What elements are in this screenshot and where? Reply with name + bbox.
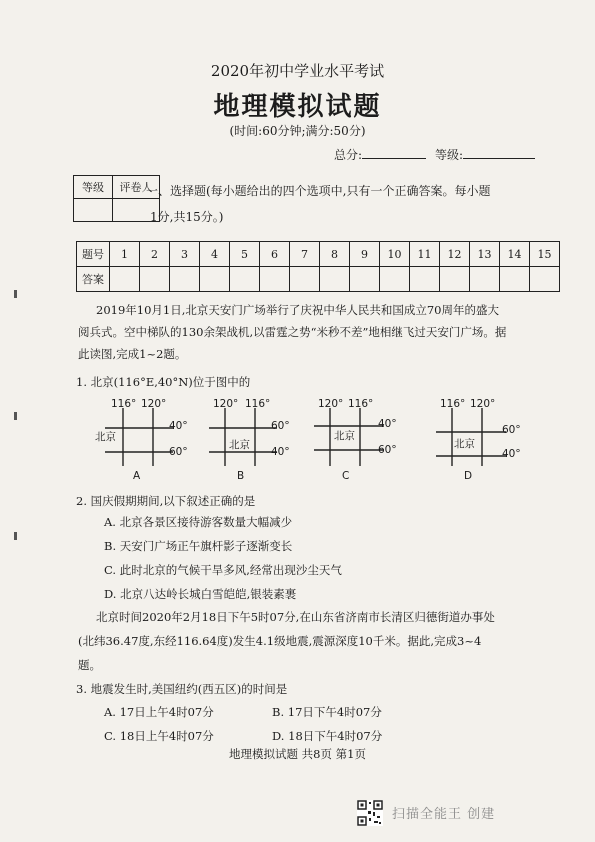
question-3-option-b[interactable]: B. 17日下午4时07分	[272, 705, 382, 719]
diagram-d-letter: D	[464, 470, 473, 482]
diagram-b-lon-right: 116°	[245, 398, 271, 410]
passage-1-line: 此读图,完成1~2题。	[78, 347, 187, 361]
diagram-a-lon-left: 116°	[111, 398, 137, 410]
passage-2-line: 题。	[78, 658, 101, 672]
binding-mark	[14, 290, 17, 298]
answer-grid-number: 7	[290, 242, 320, 267]
answer-grid-number: 3	[170, 242, 200, 267]
answer-cell[interactable]	[230, 267, 260, 292]
grade-blank[interactable]	[463, 146, 535, 159]
section-heading	[146, 178, 491, 230]
answer-cell[interactable]	[500, 267, 530, 292]
page-footer: 地理模拟试题 共8页 第1页	[229, 747, 366, 761]
diagram-a-letter: A	[133, 470, 141, 482]
diagram-d-lon-left: 116°	[440, 398, 466, 410]
answer-cell[interactable]	[320, 267, 350, 292]
question-2-option-a[interactable]: A. 北京各景区接待游客数量大幅减少	[104, 515, 293, 529]
diagram-b-city: 北京	[229, 439, 250, 451]
diagram-a-lat-bottom: 60°	[169, 446, 188, 458]
answer-grid-number: 6	[260, 242, 290, 267]
answer-cell[interactable]	[470, 267, 500, 292]
answer-grid-number: 11	[410, 242, 440, 267]
diagram-d-lon-right: 120°	[470, 398, 496, 410]
diagram-d-lat-bottom: 40°	[502, 448, 521, 460]
section-heading-line: 一、选择题(每小题给出的四个选项中,只有一个正确答案。每小题	[146, 184, 491, 198]
exam-title: 2020年初中学业水平考试	[210, 62, 385, 80]
answer-cell[interactable]	[380, 267, 410, 292]
answer-grid-number: 2	[140, 242, 170, 267]
grader-table-grade-header: 等级	[74, 176, 113, 199]
diagram-a-city: 北京	[95, 431, 116, 443]
diagram-b-lat-top: 60°	[271, 420, 290, 432]
answer-grid-number: 1	[110, 242, 140, 267]
watermark-text: 扫描全能王 创建	[392, 807, 496, 822]
diagram-a-lat-top: 40°	[169, 420, 188, 432]
diagram-c-city: 北京	[334, 430, 355, 442]
total-score-blank[interactable]	[362, 146, 426, 159]
answer-cell[interactable]	[350, 267, 380, 292]
diagram-c-lat-bottom: 60°	[378, 444, 397, 456]
diagram-b-letter: B	[237, 470, 245, 482]
passage-2-line: 北京时间2020年2月18日下午5时07分,在山东省济南市长清区归德街道办事处	[96, 610, 495, 624]
diagram-c-lon-left: 120°	[318, 398, 344, 410]
diagram-c-lat-top: 40°	[378, 418, 397, 430]
question-3-option-a[interactable]: A. 17日上午4时07分	[104, 705, 214, 719]
subject-title: 地理模拟试题	[213, 92, 382, 122]
grade-field[interactable]	[435, 146, 535, 163]
diagram-c[interactable]	[308, 396, 418, 486]
diagram-c-letter: C	[342, 470, 350, 482]
diagram-c-lon-right: 116°	[348, 398, 374, 410]
passage-2-line: (北纬36.47度,东经116.64度)发生4.1级地震,震源深度10千米。据此,完成3~4	[78, 634, 482, 648]
qr-code-icon	[357, 800, 383, 826]
diagram-b-lon-left: 120°	[213, 398, 239, 410]
diagram-a-lon-right: 120°	[141, 398, 167, 410]
answer-grid-number: 5	[230, 242, 260, 267]
grader-table-grader-header: 评卷人	[113, 176, 160, 199]
answer-cell[interactable]	[440, 267, 470, 292]
question-3-stem: 3. 地震发生时,美国纽约(西五区)的时间是	[76, 682, 288, 696]
answer-cell[interactable]	[410, 267, 440, 292]
question-2-option-d[interactable]: D. 北京八达岭长城白雪皑皑,银装素裹	[104, 587, 297, 601]
answer-grid-number: 13	[470, 242, 500, 267]
answer-grid-number: 12	[440, 242, 470, 267]
question-1-stem: 1. 北京(116°E,40°N)位于图中的	[76, 375, 251, 389]
question-2-stem: 2. 国庆假期期间,以下叙述正确的是	[76, 494, 256, 508]
answer-cell[interactable]	[170, 267, 200, 292]
question-2-option-c[interactable]: C. 此时北京的气候干旱多风,经常出现沙尘天气	[104, 563, 342, 577]
answer-cell[interactable]	[110, 267, 140, 292]
answer-cell[interactable]	[140, 267, 170, 292]
binding-mark	[14, 412, 17, 420]
answer-grid-number: 9	[350, 242, 380, 267]
diagram-a[interactable]	[93, 396, 203, 486]
binding-mark	[14, 532, 17, 540]
passage-1-line: 2019年10月1日,北京天安门广场举行了庆祝中华人民共和国成立70周年的盛大	[96, 303, 500, 317]
diagram-b-lat-bottom: 40°	[271, 446, 290, 458]
grader-table-grade-cell[interactable]	[74, 199, 113, 222]
answer-grid-number: 15	[530, 242, 560, 267]
question-2-option-b[interactable]: B. 天安门广场正午旗杆影子逐渐变长	[104, 539, 293, 553]
answer-grid-number: 4	[200, 242, 230, 267]
diagram-d-city: 北京	[454, 438, 475, 450]
answer-grid	[76, 241, 560, 292]
answer-grid-number: 10	[380, 242, 410, 267]
grade-label: 等级:	[435, 148, 464, 162]
diagram-d-lat-top: 60°	[502, 424, 521, 436]
answer-cell[interactable]	[530, 267, 560, 292]
time-note: (时间:60分钟;满分:50分)	[229, 124, 366, 138]
total-score-field[interactable]	[334, 146, 426, 163]
answer-grid-number: 8	[320, 242, 350, 267]
total-score-label: 总分:	[334, 148, 363, 162]
answer-cell[interactable]	[290, 267, 320, 292]
diagram-b[interactable]	[205, 396, 315, 486]
answer-grid-number-label: 题号	[77, 242, 110, 267]
question-3-option-c[interactable]: C. 18日上午4时07分	[104, 729, 214, 743]
diagram-d[interactable]	[430, 396, 540, 486]
answer-grid-answer-label: 答案	[77, 267, 110, 292]
answer-grid-number: 14	[500, 242, 530, 267]
answer-cell[interactable]	[260, 267, 290, 292]
passage-1-line: 阅兵式。空中梯队的130余架战机,以雷霆之势“米秒不差”地相继飞过天安门广场。据	[78, 325, 507, 339]
section-heading-line: 1分,共15分。)	[150, 210, 224, 224]
question-3-option-d[interactable]: D. 18日下午4时07分	[272, 729, 383, 743]
answer-cell[interactable]	[200, 267, 230, 292]
